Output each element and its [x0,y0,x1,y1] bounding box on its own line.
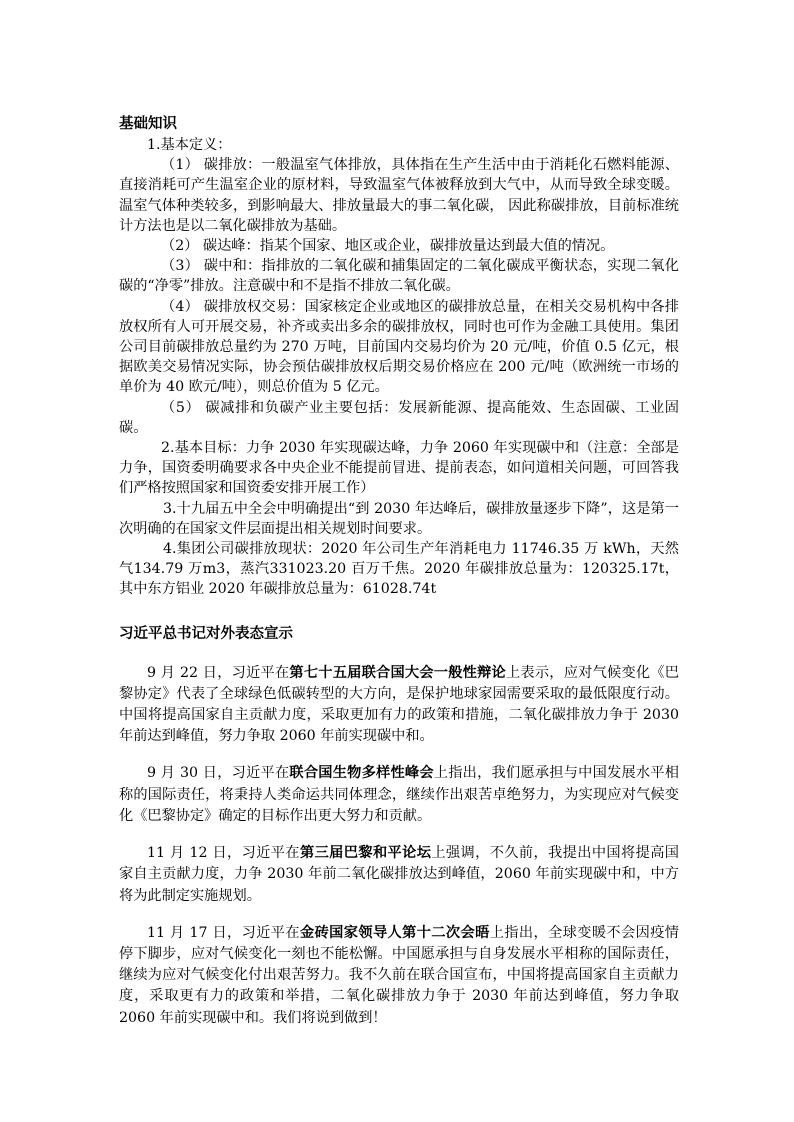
statement-intro: 9 月 22 日，习近平在 [147,664,290,681]
document-page [119,114,679,1029]
section-title-basic-knowledge: 基础知识 [119,116,177,132]
basic-goal-paragraph: 2.基本目标：力争 2030 年实现碳达峰，力争 2060 年实现碳中和（注意：全部是力争，国资委明确要求各中央企业不能提前冒进、提前表态，如问道相关问题，可回答我们严格按照国家和国资委安排开展工作） [119,440,679,497]
statement-intro: 11 月 12 日，习近平在 [147,845,300,862]
definition-emission-reduction: （5） 碳减排和负碳产业主要包括：发展新能源、提高能效、生态固碳、工业固碳。 [119,399,679,436]
statement-body: 上强调，不久前，我提出中国将提高国家自主贡献力度，力争 2030 年前二氧化碳排放达到峰值，2060 年前实现碳中和，中方将为此制定实施规划。 [119,845,679,904]
definition-carbon-peak: （2） 碳达峰：指某个国家、地区或企业，碳排放量达到最大值的情况。 [161,238,615,255]
plenum-paragraph: 3.十九届五中全会中明确提出“到 2030 年达峰后，碳排放量逐步下降”，这是第一次明确的在国家文件层面提出相关规划时间要求。 [119,500,679,537]
definition-carbon-neutrality: （3） 碳中和：指排放的二氧化碳和捕集固定的二氧化碳成平衡状态，实现二氧化碳的“净零”排放。注意碳中和不是指不排放二氧化碳。 [119,258,679,295]
definition-emission-trading: （4） 碳排放权交易：国家核定企业或地区的碳排放总量，在相关交易机构中各排放权所有人可开展交易，补齐或卖出多余的碳排放权，同时也可作为金融工具使用。集团公司目前碳排放总量约为 270 万吨，目前国内交易均价为 20 元/吨，价值 0.5 亿元，根据欧美交易情况实际，协会预估碳排放权后期交易价格应在 200 元/吨（欧洲统一市场的单价为 40 欧元/吨），则总价值为 5 亿元。 [119,298,679,396]
statement-intro: 9 月 30 日，习近平在 [147,765,290,782]
statement-paragraph [119,663,679,748]
statement-body: 上表示，应对气候变化《巴黎协定》代表了全球绿色低碳转型的大方向，是保护地球家园需要采取的最低限度行动。中国将提高国家自主贡献力度，采取更加有力的政策和措施，二氧化碳排放力争于 2030 年前达到峰值，努力争取 2060 年前实现碳中和。 [119,664,679,745]
statement-paragraph [119,923,679,1029]
group-emission-status-paragraph: 4.集团公司碳排放现状：2020 年公司生产年消耗电力 11746.35 万 kWh，天然气134.79 万m3，蒸汽331023.20 百万千焦。2020 年碳排放总量为：120325.17t，其中东方铝业 2020 年碳排放总量为：61028.74t [119,541,679,598]
statement-paragraph [119,843,679,907]
statement-event: 联合国生物多样性峰会 [289,765,434,782]
section-title-xi-statements: 习近平总书记对外表态宣示 [119,625,293,642]
section-basic-knowledge [119,114,679,600]
basic-definitions-heading: 1.基本定义： [147,137,232,153]
statement-event: 第七十五届联合国大会一般性辩论 [289,664,506,681]
section-xi-statements [119,624,679,1029]
statement-body: 上指出，我们愿承担与中国发展水平相称的国际责任，将秉持人类命运共同体理念，继续作出艰苦卓绝努力，为实现应对气候变化《巴黎协定》确定的目标作出更大努力和贡献。 [119,765,679,824]
statement-event: 第三届巴黎和平论坛 [300,845,432,862]
statement-paragraph [119,763,679,827]
definition-carbon-emission: （1） 碳排放：一般温室气体排放，具体指在生产生活中由于消耗化石燃料能源、直接消耗可产生温室企业的原材料，导致温室气体被释放到大气中，从而导致全球变暖。温室气体种类较多，到影响最大、排放量最大的事二氧化碳， 因此称碳排放，目前标准统计方法也是以二氧化碳排放为基础。 [119,157,679,234]
statement-body: 上指出，全球变暖不会因疫情停下脚步，应对气候变化一刻也不能松懈。中国愿承担与自身发展水平相称的国际责任，继续为应对气候变化付出艰苦努力。我不久前在联合国宣布，中国将提高国家自主贡献力度，采取更有力的政策和举措，二氧化碳排放力争于 2030 年前达到峰值，努力争取 2060 年前实现碳中和。我们将说到做到！ [119,924,679,1026]
statement-event: 金砖国家领导人第十二次会晤 [300,924,490,941]
statement-intro: 11 月 17 日，习近平在 [147,924,300,941]
